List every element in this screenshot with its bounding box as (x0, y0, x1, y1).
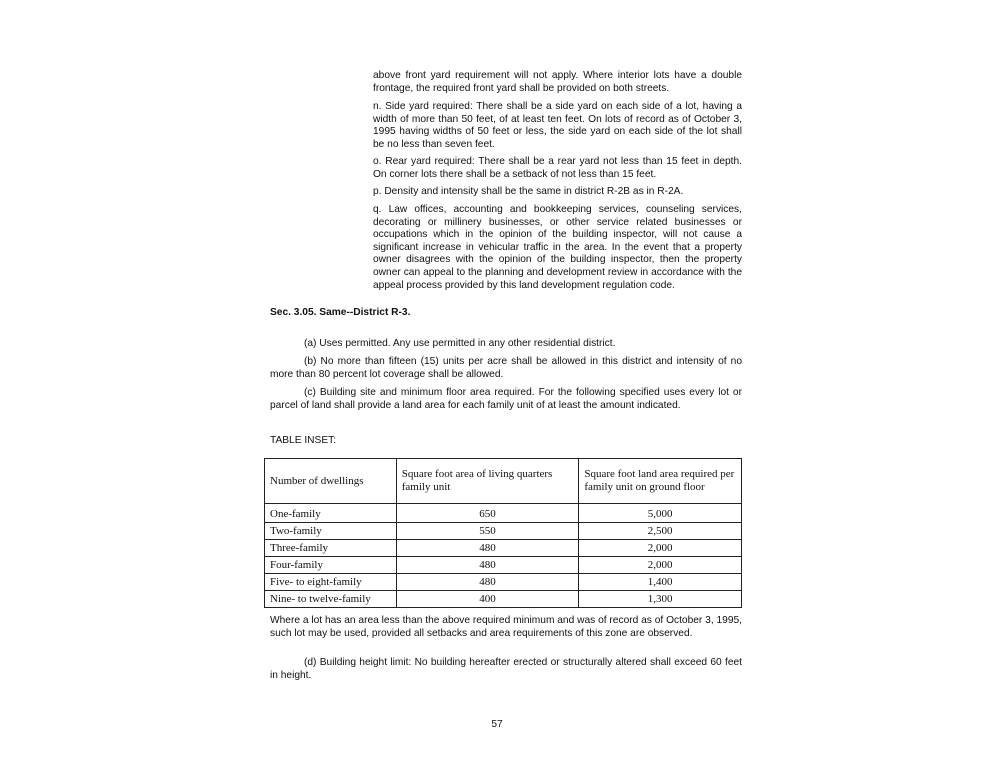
paragraph-height-limit: (d) Building height limit: No building hereafter erected or structurally altered shall exceed 60 feet in height. (270, 657, 742, 681)
paragraph-building-site: (c) Building site and minimum floor area required. For the following specified uses every lot or parcel of land shall provide a land area for each family unit of at least the amount indicated. (270, 387, 742, 411)
paragraph-front-yard: above front yard requirement will not apply. Where interior lots have a double frontage, the required front yard shall be provided on both streets. (373, 70, 742, 94)
table-inset-label: TABLE INSET: (270, 435, 337, 446)
paragraph-uses-permitted: (a) Uses permitted. Any use permitted in any other residential district. (304, 338, 616, 349)
page-number: 57 (491, 719, 503, 730)
living-area-cell: 650 (396, 504, 579, 523)
column-header-land-area: Square foot land area required per family unit on ground floor (579, 459, 742, 504)
table-row (265, 523, 742, 540)
paragraph-rear-yard: o. Rear yard required: There shall be a rear yard not less than 15 feet in depth. On corner lots there shall be a setback of not less than 15 feet. (373, 156, 742, 180)
living-area-cell: 550 (396, 523, 579, 540)
table-row (265, 504, 742, 523)
paragraph-units-per-acre: (b) No more than fifteen (15) units per acre shall be allowed in this district and intensity of no more than 80 percent lot coverage shall be allowed. (270, 356, 742, 380)
table-row (265, 591, 742, 608)
paragraph-substandard-lot: Where a lot has an area less than the above required minimum and was of record as of October 3, 1995, such lot may be used, provided all setbacks and area requirements of this zone are observed. (270, 615, 742, 639)
land-area-cell: 1,300 (579, 591, 742, 608)
land-area-cell: 2,000 (579, 557, 742, 574)
paragraph-side-yard: n. Side yard required: There shall be a side yard on each side of a lot, having a width of more than 50 feet, of at least ten feet. On lots of record as of October 3, 1995 having widths of 50 feet or less, the side yard on each side of the lot shall be no less than seven feet. (373, 101, 742, 150)
dwelling-type-cell: One-family (265, 504, 397, 523)
dwelling-type-cell: Two-family (265, 523, 397, 540)
section-heading: Sec. 3.05. Same--District R-3. (270, 307, 411, 318)
column-header-dwellings: Number of dwellings (265, 459, 397, 504)
living-area-cell: 480 (396, 574, 579, 591)
dwelling-type-cell: Five- to eight-family (265, 574, 397, 591)
land-area-cell: 1,400 (579, 574, 742, 591)
table-header-row (265, 459, 742, 504)
table-row (265, 557, 742, 574)
table-row (265, 540, 742, 557)
column-header-living-area: Square foot area of living quarters family unit (396, 459, 579, 504)
paragraph-density: p. Density and intensity shall be the same in district R-2B as in R-2A. (373, 186, 684, 197)
living-area-cell: 480 (396, 540, 579, 557)
dwellings-table (264, 458, 742, 608)
living-area-cell: 480 (396, 557, 579, 574)
table-row (265, 574, 742, 591)
living-area-cell: 400 (396, 591, 579, 608)
paragraph-law-offices: q. Law offices, accounting and bookkeeping services, counseling services, decorating or millinery businesses, or other service related businesses or occupations which in the opinion of the building inspector, will not cause a significant increase in vehicular traffic in the area. In the event that a property owner disagrees with the opinion of the building inspector, then the property owner can appeal to the planning and development review in accordance with the appeal process provided by this land development regulation code. (373, 204, 742, 291)
land-area-cell: 2,000 (579, 540, 742, 557)
land-area-cell: 5,000 (579, 504, 742, 523)
dwelling-type-cell: Nine- to twelve-family (265, 591, 397, 608)
dwelling-type-cell: Three-family (265, 540, 397, 557)
land-area-cell: 2,500 (579, 523, 742, 540)
dwelling-type-cell: Four-family (265, 557, 397, 574)
